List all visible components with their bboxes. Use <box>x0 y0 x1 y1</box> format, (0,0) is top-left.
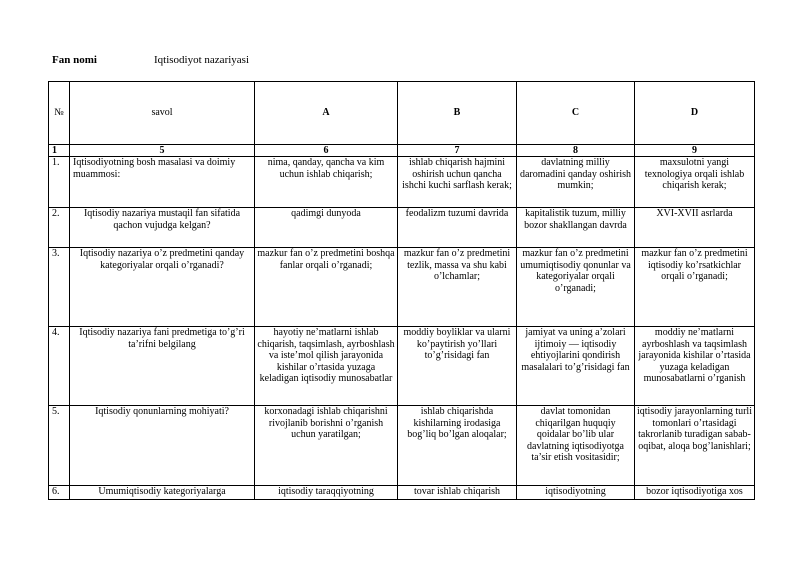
answer-a: iqtisodiy taraqqiyotning <box>255 486 398 500</box>
answer-b: mazkur fan o’z predmetini tezlik, massa va shu kabi o’lchamlar; <box>398 248 517 327</box>
answer-d: bozor iqtisodiyotiga xos <box>635 486 755 500</box>
table-row <box>49 327 755 406</box>
answer-b: ishlab chiqarish hajmini oshirish uchun qancha ishchi kuchi sarflash kerak; <box>398 157 517 208</box>
question-text: Iqtisodiy qonunlarning mohiyati? <box>70 406 255 486</box>
column-header-question: savol <box>70 82 255 145</box>
column-number: 8 <box>517 145 635 157</box>
answer-a: korxonadagi ishlab chiqarishni rivojlanib borishni o’rganish uchun yaratilgan; <box>255 406 398 486</box>
question-text: Iqtisodiy nazariya o’z predmetini qanday kategoriyalar orqali o’rganadi? <box>70 248 255 327</box>
column-header-a: A <box>255 82 398 145</box>
answer-c: iqtisodiyotning <box>517 486 635 500</box>
table-row <box>49 486 755 500</box>
column-number: 7 <box>398 145 517 157</box>
answer-a: nima, qanday, qancha va kim uchun ishlab chiqarish; <box>255 157 398 208</box>
column-header-b: B <box>398 82 517 145</box>
table-row <box>49 157 755 208</box>
answer-d: iqtisodiy jarayonlarning turli tomonlari o’rtasidagi takrorlanib turadigan sabab-oqibat, aloqa bog’lanishlari; <box>635 406 755 486</box>
answer-b: ishlab chiqarishda kishilarning irodasiga bog’liq bo’lgan aloqalar; <box>398 406 517 486</box>
answer-b: feodalizm tuzumi davrida <box>398 208 517 248</box>
table-row <box>49 406 755 486</box>
questions-table <box>48 81 755 500</box>
table-row <box>49 208 755 248</box>
subject-label: Fan nomi <box>52 54 97 66</box>
row-number: 6. <box>49 486 70 500</box>
answer-c: davlat tomonidan chiqarilgan huquqiy qoidalar bo’lib ular davlatning iqtisodiyotga ta’sir etish vositasidir; <box>517 406 635 486</box>
answer-c: mazkur fan o’z predmetini umumiqtisodiy qonunlar va kategoriyalar orqali o’rganadi; <box>517 248 635 327</box>
answer-b: moddiy boyliklar va ularni ko’paytirish yo’llari to’g’risidagi fan <box>398 327 517 406</box>
table-row <box>49 248 755 327</box>
row-number: 4. <box>49 327 70 406</box>
question-text: Iqtisodiy nazariya fani predmetiga to’g’ri ta’rifni belgilang <box>70 327 255 406</box>
answer-c: jamiyat va uning a’zolari ijtimoiy — iqtisodiy ehtiyojlarini qondirish masalalari to’g’risidagi fan <box>517 327 635 406</box>
answer-d: XVI-XVII asrlarda <box>635 208 755 248</box>
column-number: 6 <box>255 145 398 157</box>
column-number-row <box>49 145 755 157</box>
column-header-c: C <box>517 82 635 145</box>
table-header-row <box>49 82 755 145</box>
column-number: 1 <box>49 145 70 157</box>
answer-d: mazkur fan o’z predmetini iqtisodiy ko’rsatkichlar orqali o’rganadi; <box>635 248 755 327</box>
row-number: 2. <box>49 208 70 248</box>
subject-header <box>52 54 249 66</box>
answer-c: kapitalistik tuzum, milliy bozor shakllangan davrda <box>517 208 635 248</box>
answer-b: tovar ishlab chiqarish <box>398 486 517 500</box>
column-header-d: D <box>635 82 755 145</box>
answer-a: mazkur fan o’z predmetini boshqa fanlar orqali o’rganadi; <box>255 248 398 327</box>
column-header-number: № <box>49 82 70 145</box>
column-number: 9 <box>635 145 755 157</box>
answer-c: davlatning milliy daromadini qanday oshirish mumkin; <box>517 157 635 208</box>
row-number: 5. <box>49 406 70 486</box>
answer-d: maxsulotni yangi texnologiya orqali ishlab chiqarish kerak; <box>635 157 755 208</box>
row-number: 3. <box>49 248 70 327</box>
row-number: 1. <box>49 157 70 208</box>
question-text: Iqtisodiyotning bosh masalasi va doimiy muammosi: <box>70 157 255 208</box>
subject-name: Iqtisodiyot nazariyasi <box>154 54 250 66</box>
answer-d: moddiy ne’matlarni ayrboshlash va taqsimlash jarayonida kishilar o’rtasida yuzaga keladigan munosabatlarni o’rganish <box>635 327 755 406</box>
question-text: Umumiqtisodiy kategoriyalarga <box>70 486 255 500</box>
answer-a: qadimgi dunyoda <box>255 208 398 248</box>
column-number: 5 <box>70 145 255 157</box>
answer-a: hayotiy ne’matlarni ishlab chiqarish, taqsimlash, ayrboshlash va iste’mol qilish jarayonida kishilar o’rtasida yuzaga keladigan iqtisodiy munosabatlar <box>255 327 398 406</box>
question-text: Iqtisodiy nazariya mustaqil fan sifatida qachon vujudga kelgan? <box>70 208 255 248</box>
